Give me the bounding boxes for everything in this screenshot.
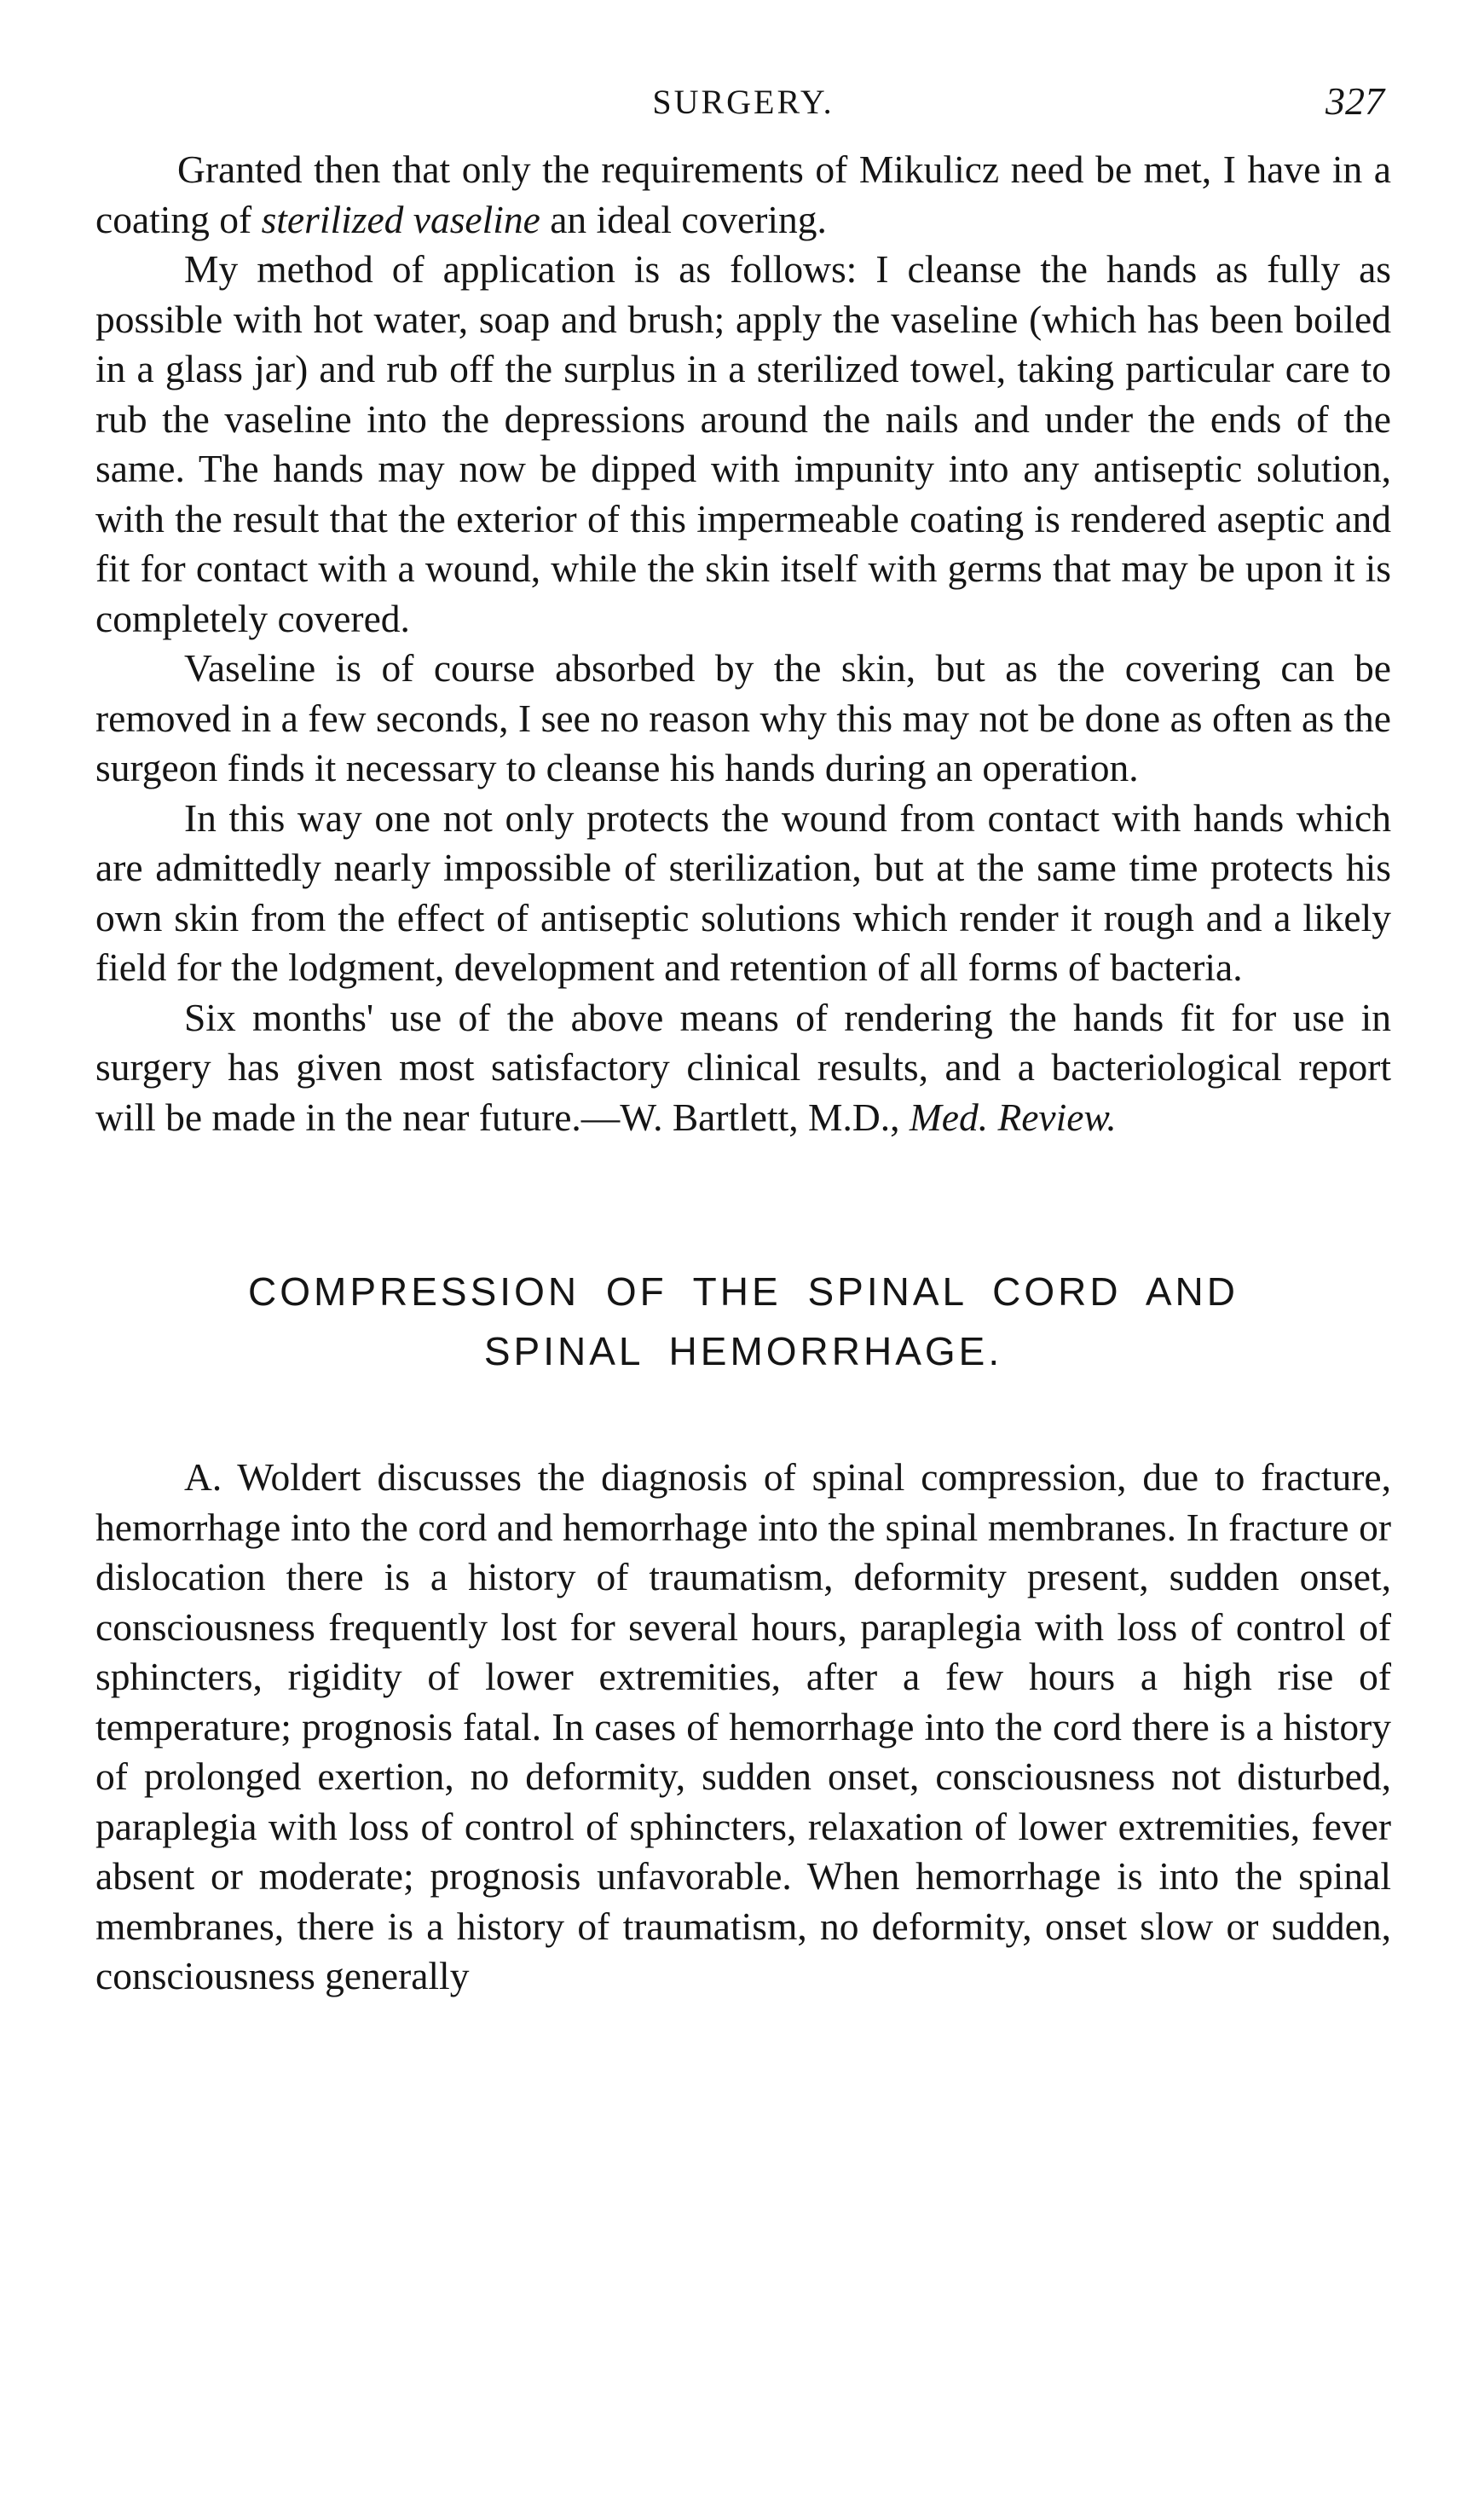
page-number: 327 (1325, 79, 1384, 123)
article-spinal-compression (95, 1453, 1391, 2002)
paragraph-method: My method of application is as follows: I cleanse the hands as fully as possible with hot water, soap and brush; apply the vaseline (which has been boiled in a glass jar) and rub off the surplus in a sterilized towel, taking particular care to rub the vaseline into the depressions around the nails and under the ends of the same. The hands may now be dipped with impunity into any antiseptic solution, with the result that the exterior of this impermeable coating is rendered aseptic and fit for contact with a wound, while the skin itself with germs that may be upon it is completely covered. (95, 247, 1391, 640)
paragraph-text: Six months' use of the above means of rendering the hands fit for use in surgery has given most satisfactory clinical results, and a bacteriological report will be made in the near future.—W. Bartlett, M.D., (95, 995, 1391, 1139)
heading-line-2: SPINAL HEMORRHAGE. (483, 1329, 1003, 1373)
paragraph-mikulicz (95, 145, 1391, 245)
paragraph-woldert: A. Woldert discusses the diagnosis of spinal compression, due to fracture, hemorrhage into the cord and hemorrhage into the spinal membranes. In fracture or dislocation there is a history of traumatism, deformity present, sudden onset, consciousness frequently lost for several hours, paraplegia with loss of control of sphincters, rigidity of lower extremities, after a few hours a high rise of temperature; prognosis fatal. In cases of hemorrhage into the cord there is a history of prolonged exertion, no deformity, sudden onset, consciousness not disturbed, paraplegia with loss of control of sphincters, relaxation of lower extremities, fever absent or moderate; prognosis unfavorable. When hemorrhage is into the spinal membranes, there is a history of traumatism, no deformity, onset slow or sudden, consciousness generally (95, 1455, 1391, 1997)
paragraph-text: Granted then that only the requirements of Mikulicz need be met, I have in a coating of (95, 147, 1391, 241)
paragraph-protection: In this way one not only protects the wound from contact with hands which are admittedly nearly impossible of sterilization, but at the same time protects his own skin from the effect of antiseptic solutions which render it rough and a likely field for the lodgment, development and retention of all forms of bacteria. (95, 795, 1391, 989)
section-heading (95, 1262, 1391, 1381)
paragraph-results (95, 993, 1391, 1143)
source-citation: Med. Review. (909, 1095, 1117, 1139)
book-page (95, 68, 1391, 2002)
paragraph-absorption: Vaseline is of course absorbed by the skin, but as the covering can be removed in a few seconds, I see no reason why this may not be done as often as the surgeon finds it necessary to cleanse his hands during an operation. (95, 646, 1391, 789)
running-head (95, 68, 1391, 145)
paragraph-text: an ideal covering. (540, 197, 827, 241)
article-vaseline-covering (95, 145, 1391, 1142)
running-title: SURGERY. (652, 83, 835, 121)
emphasis-sterilized-vaseline: sterilized vaseline (261, 197, 540, 241)
heading-line-1: COMPRESSION OF THE SPINAL CORD AND (248, 1269, 1239, 1314)
